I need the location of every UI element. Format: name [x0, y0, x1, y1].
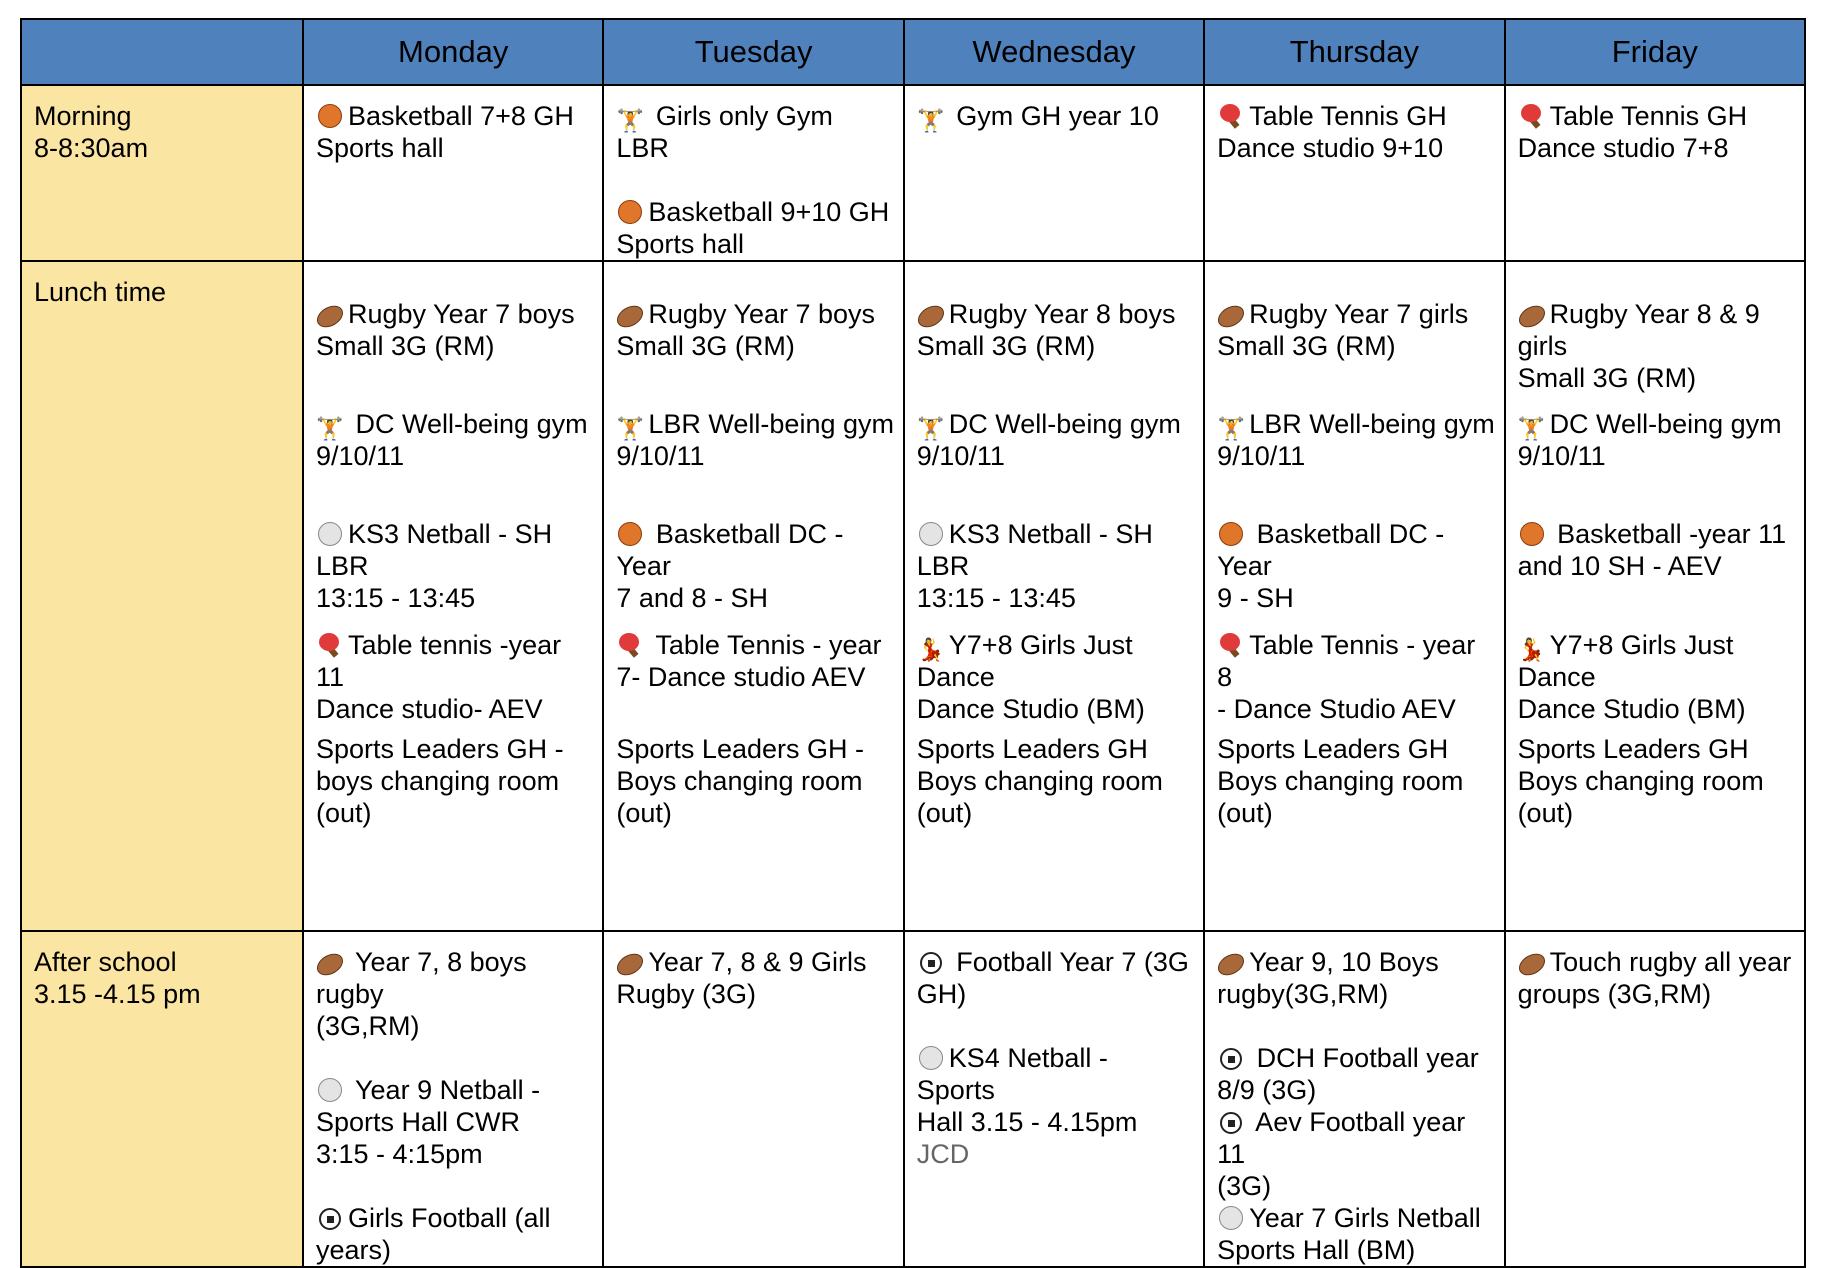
- activity-entry: [1217, 298, 1497, 362]
- activity-text: DCH Football year 8/9 (3G): [1217, 1043, 1479, 1105]
- dance-icon: 💃: [917, 637, 945, 662]
- activity-entry: [917, 518, 1197, 614]
- activity-text: Year 7, 8 & 9 Girls Rugby (3G): [616, 947, 867, 1009]
- netball-icon: [917, 521, 945, 545]
- gym-icon: 🏋: [1517, 416, 1546, 441]
- basketball-icon: [616, 521, 644, 545]
- spacer: [917, 1010, 1193, 1042]
- netball-icon: [316, 1077, 344, 1101]
- activity-entry: [316, 408, 596, 472]
- activity-text: LBR Well-being gym 9/10/11: [616, 409, 894, 471]
- basketball-icon: [1217, 521, 1245, 545]
- activity-entry: [1518, 733, 1798, 829]
- activity-text: Year 9 Netball - Sports Hall CWR 3:15 - 4:15pm: [316, 1075, 541, 1169]
- activity-text: DC Well-being gym 9/10/11: [916, 409, 1181, 471]
- activity-cell: [303, 85, 603, 261]
- activity-entry: [1518, 629, 1798, 725]
- activity-text: Year 9, 10 Boys rugby(3G,RM): [1217, 947, 1439, 1009]
- activity-text: Sports Leaders GH Boys changing room (out): [916, 734, 1163, 828]
- activity-text: Y7+8 Girls Just Dance Dance Studio (BM): [916, 630, 1145, 724]
- rugby-icon: [616, 301, 644, 325]
- activity-cell: [603, 261, 903, 931]
- basketball-icon: [616, 199, 644, 223]
- activity-text: Rugby Year 8 & 9 girls Small 3G (RM): [1517, 299, 1760, 393]
- spacer: [616, 164, 892, 196]
- rugby-icon: [1217, 301, 1245, 325]
- activity-entry: [1217, 518, 1497, 614]
- activity-text: Basketball DC - Year 9 - SH: [1217, 519, 1445, 613]
- activity-cell: [1204, 261, 1504, 931]
- activity-text: Football Year 7 (3G GH): [916, 947, 1189, 1009]
- activity-entry: [1217, 1202, 1493, 1266]
- activity-entry: [616, 298, 896, 362]
- activity-entry: [316, 298, 596, 362]
- activity-entry: [616, 946, 892, 1010]
- activity-text: KS3 Netball - SH LBR 13:15 - 13:45: [916, 519, 1153, 613]
- activity-text: Table Tennis GH Dance studio 9+10: [1217, 101, 1447, 163]
- activity-text: Rugby Year 7 boys Small 3G (RM): [616, 299, 876, 361]
- netball-icon: [917, 1045, 945, 1069]
- football-icon: [1217, 1109, 1245, 1133]
- spacer: [316, 1170, 592, 1202]
- activity-text: DC Well-being gym 9/10/11: [1517, 409, 1782, 471]
- rugby-icon: [1217, 949, 1245, 973]
- activity-text: KS3 Netball - SH LBR 13:15 - 13:45: [316, 519, 553, 613]
- activity-cell: [1505, 261, 1805, 931]
- row-label-text: Morning 8-8:30am: [34, 101, 149, 163]
- activity-cell: [904, 261, 1204, 931]
- activity-text: Basketball -year 11 and 10 SH - AEV: [1517, 519, 1787, 581]
- activity-entry: [616, 518, 896, 614]
- activity-entry: [616, 100, 892, 164]
- activity-entry: [917, 946, 1193, 1010]
- activity-text: Gym GH year 10: [948, 101, 1159, 131]
- rugby-icon: [1518, 301, 1546, 325]
- activity-cell: [1204, 85, 1504, 261]
- activity-text: Table Tennis - year 8 - Dance Studio AEV: [1217, 630, 1476, 724]
- row-label-text: Lunch time: [34, 277, 167, 307]
- table-tennis-icon: [1217, 632, 1245, 656]
- gym-icon: 🏋: [917, 108, 945, 133]
- table-tennis-icon: [1217, 103, 1245, 127]
- dance-icon: 💃: [1517, 637, 1546, 662]
- activity-entry: [917, 100, 1193, 132]
- activity-text: DC Well-being gym 9/10/11: [316, 409, 588, 471]
- table-tennis-icon: [316, 632, 344, 656]
- activity-entry: [316, 1074, 592, 1170]
- row-morning: [21, 85, 1805, 261]
- row-label-lunch: [21, 261, 303, 931]
- activity-cell: [1204, 931, 1504, 1267]
- activity-text: Sports Leaders GH - Boys changing room (out): [616, 734, 864, 828]
- rugby-icon: [616, 949, 644, 973]
- activity-entry: [1217, 946, 1493, 1010]
- activity-text: Sports Leaders GH - boys changing room (out): [316, 734, 564, 828]
- day-header: Monday: [303, 19, 603, 85]
- activity-text: Aev Football year 11 (3G): [1217, 1107, 1466, 1201]
- activity-entry: [1217, 629, 1497, 725]
- spacer: [316, 1042, 592, 1074]
- gym-icon: 🏋: [1217, 416, 1245, 441]
- activity-text: KS4 Netball - Sports Hall 3.15 - 4.15pm: [916, 1043, 1138, 1137]
- rugby-icon: [917, 301, 945, 325]
- activity-entry: [1518, 946, 1794, 1010]
- activity-text: Girls only Gym LBR: [616, 101, 833, 163]
- activity-entry: [616, 408, 896, 472]
- activity-entry: [316, 1202, 592, 1266]
- day-header: Thursday: [1204, 19, 1504, 85]
- activity-entry: [1217, 1042, 1493, 1106]
- gym-icon: 🏋: [616, 108, 645, 133]
- activities-timetable: [20, 18, 1806, 1268]
- row-label-after-school: [21, 931, 303, 1267]
- day-header: Friday: [1505, 19, 1805, 85]
- activity-entry: [1217, 100, 1493, 164]
- activity-text: Basketball 9+10 GH Sports hall: [616, 197, 890, 259]
- day-header: Wednesday: [904, 19, 1204, 85]
- football-icon: [316, 1205, 344, 1229]
- activity-entry: [917, 298, 1197, 362]
- football-icon: [1217, 1045, 1245, 1069]
- netball-icon: [1217, 1205, 1245, 1229]
- activity-text: Year 7, 8 boys rugby (3G,RM): [316, 947, 527, 1041]
- activity-text: Table tennis -year 11 Dance studio- AEV: [316, 630, 562, 724]
- activity-cell: [904, 85, 1204, 261]
- activity-text: LBR Well-being gym 9/10/11: [1217, 409, 1495, 471]
- header-row: [21, 19, 1805, 85]
- activity-entry: [316, 100, 592, 164]
- activity-text: Touch rugby all year groups (3G,RM): [1517, 947, 1792, 1009]
- table-tennis-icon: [616, 632, 644, 656]
- rugby-icon: [316, 949, 344, 973]
- rugby-icon: [1518, 949, 1546, 973]
- activity-entry: [1217, 733, 1497, 829]
- activity-entry: [316, 518, 596, 614]
- activity-entry: [316, 733, 596, 829]
- activity-entry: [917, 733, 1197, 829]
- activity-text: Year 7 Girls Netball Sports Hall (BM): [1217, 1203, 1481, 1265]
- gym-icon: 🏋: [917, 416, 945, 441]
- activity-entry: [1217, 408, 1497, 472]
- basketball-icon: [1518, 521, 1546, 545]
- activity-entry: [316, 946, 592, 1042]
- rugby-icon: [316, 301, 344, 325]
- basketball-icon: [316, 103, 344, 127]
- gym-icon: 🏋: [616, 416, 645, 441]
- activity-entry: [316, 629, 596, 725]
- activity-cell: [603, 85, 903, 261]
- activity-entry: [1217, 1106, 1493, 1202]
- netball-icon: [316, 521, 344, 545]
- corner-cell: [21, 19, 303, 85]
- activity-cell: [303, 261, 603, 931]
- activity-cell: [303, 931, 603, 1267]
- staff-initials: JCD: [916, 1139, 970, 1169]
- activity-text: Rugby Year 7 girls Small 3G (RM): [1217, 299, 1469, 361]
- activity-entry: [616, 629, 896, 693]
- table-tennis-icon: [1518, 103, 1546, 127]
- activity-entry: [1518, 408, 1798, 472]
- activity-entry: [1518, 100, 1794, 164]
- activity-cell: [904, 931, 1204, 1267]
- activity-entry: [1518, 518, 1798, 582]
- activity-entry: [917, 408, 1197, 472]
- activity-cell: [1505, 931, 1805, 1267]
- football-icon: [917, 949, 945, 973]
- activity-text: Girls Football (all years): [316, 1203, 551, 1265]
- activity-text: Sports Leaders GH Boys changing room (out): [1517, 734, 1764, 828]
- activity-text: Basketball 7+8 GH Sports hall: [316, 101, 574, 163]
- activity-entry: [616, 733, 896, 829]
- activity-text: Rugby Year 7 boys Small 3G (RM): [316, 299, 575, 361]
- row-after-school: [21, 931, 1805, 1267]
- activity-text: Rugby Year 8 boys Small 3G (RM): [916, 299, 1176, 361]
- activity-text: Table Tennis - year 7- Dance studio AEV: [616, 630, 882, 692]
- activity-cell: [1505, 85, 1805, 261]
- activity-entry: [1518, 298, 1798, 394]
- activity-text: Basketball DC - Year 7 and 8 - SH: [616, 519, 844, 613]
- activity-cell: [603, 931, 903, 1267]
- spacer: [1217, 1010, 1493, 1042]
- row-label-morning: [21, 85, 303, 261]
- row-lunch: [21, 261, 1805, 931]
- day-header: Tuesday: [603, 19, 903, 85]
- gym-icon: 🏋: [316, 416, 344, 441]
- activity-text: Sports Leaders GH Boys changing room (out): [1217, 734, 1464, 828]
- activity-text: Y7+8 Girls Just Dance Dance Studio (BM): [1517, 630, 1746, 724]
- activity-entry: [917, 629, 1197, 725]
- activity-entry: [616, 196, 892, 260]
- activity-text: Table Tennis GH Dance studio 7+8: [1517, 101, 1748, 163]
- activity-entry: [917, 1042, 1193, 1170]
- row-label-text: After school 3.15 -4.15 pm: [34, 947, 201, 1009]
